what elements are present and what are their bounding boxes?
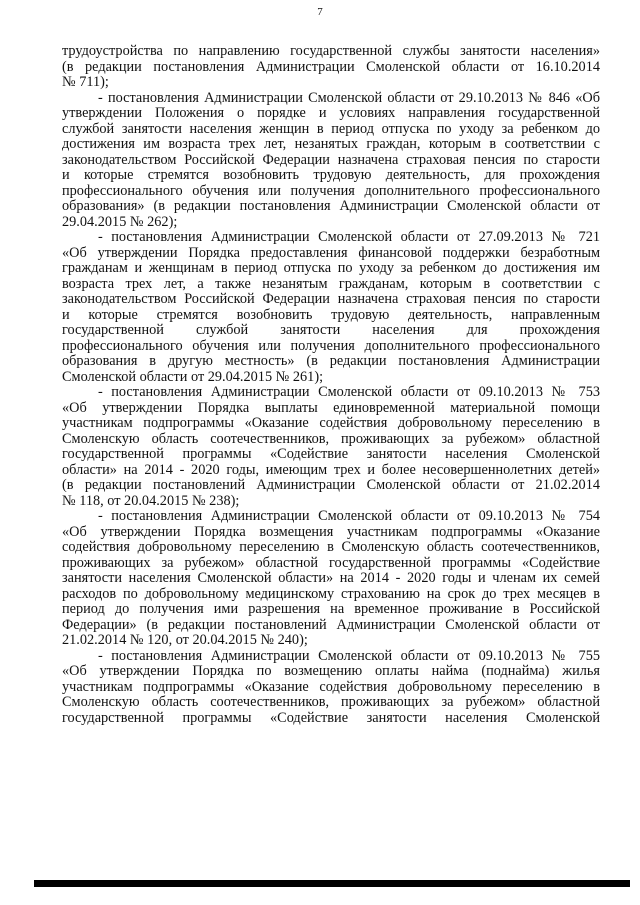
document-line: государственной программы «Содействие занятости населения Смоленской [62,447,600,462]
document-line: образования в другую местность» (в редакции постановления Администрации [62,354,600,369]
document-line: профессионального обучения или получения дополнительного профессионального [62,338,600,354]
document-line: возраста трех лет, а также незанятым гражданам, которым в соответствии с [62,276,600,292]
page-number: 7 [317,6,323,18]
scan-border-bar [34,880,630,887]
document-line: № 118, от 20.04.2015 № 238); [62,493,240,509]
document-line: - постановления Администрации Смоленской области от 27.09.2013 № 721 [98,230,600,245]
document-line: (в редакции постановления Администрации Смоленской области от 16.10.2014 [62,59,600,75]
document-line: участникам подпрограммы «Оказание содействия добровольному переселению в [62,679,600,695]
document-line: № 711); [62,75,109,90]
document-line: расходов по добровольному медицинскому страхованию на срок до трех месяцев в [62,586,600,602]
document-line: - постановления Администрации Смоленской области от 29.10.2013 № 846 «Об [98,90,600,106]
document-line: проживающих за рубежом» областной государственной программы «Содействие [62,555,600,571]
document-line: период до получения ими разрешения на временное проживание в Российской [62,602,600,617]
document-line: содействия добровольному переселению в Смоленскую область соотечественников, [62,540,600,555]
document-line: законодательством Российской Федерации назначена страховая пенсия по старости [62,292,600,307]
document-line: - постановления Администрации Смоленской области от 09.10.2013 № 754 [98,509,600,524]
document-line: законодательством Российской Федерации назначена страховая пенсия по старости [62,152,600,168]
document-line: и которые стремятся возобновить трудовую деятельность, направленным [62,307,600,323]
document-line: службой занятости населения женщин в период отпуска по уходу за ребенком до [62,121,600,137]
document-line: 29.04.2015 № 262); [62,214,178,230]
document-line: утверждении Положения о порядке и условиях направления государственной [62,106,600,121]
document-line: образования» (в редакции постановления Администрации Смоленской области от [62,199,600,214]
document-line: Федерации» (в редакции постановлений Администрации Смоленской области от [62,617,600,633]
document-body [62,44,600,726]
document-line: трудоустройства по направлению государственной службы занятости населения» [62,44,600,59]
document-line: гражданам и женщинам в период отпуска по уходу за ребенком до достижения им [62,261,600,276]
document-line: «Об утверждении Порядка по возмещению оплаты найма (поднайма) жилья [62,664,600,679]
document-line: Смоленскую область соотечественников, проживающих за рубежом» областной [62,695,600,710]
document-line: профессионального обучения или получения дополнительного профессионального [62,183,600,199]
document-line: участникам подпрограммы «Оказание содействия добровольному переселению в [62,416,600,431]
document-line: «Об утверждении Порядка предоставления финансовой поддержки безработным [62,245,600,261]
document-line: государственной службой занятости населения для прохождения [62,323,600,338]
document-line: и которые стремятся возобновить трудовую деятельность, для прохождения [62,168,600,183]
document-line: государственной программы «Содействие занятости населения Смоленской [62,710,600,726]
document-line: - постановления Администрации Смоленской области от 09.10.2013 № 753 [98,385,600,400]
document-line: Смоленскую область соотечественников, проживающих за рубежом» областной [62,431,600,447]
document-line: - постановления Администрации Смоленской области от 09.10.2013 № 755 [98,648,600,664]
document-line: 21.02.2014 № 120, от 20.04.2015 № 240); [62,633,308,648]
document-line: «Об утверждении Порядка выплаты единовременной материальной помощи [62,400,600,416]
document-line: достижения им возраста трех лет, незанятых граждан, которым в соответствии с [62,137,600,152]
document-line: (в редакции постановлений Администрации Смоленской области от 21.02.2014 [62,478,600,493]
document-line: области» на 2014 - 2020 годы, имеющим трех и более несовершеннолетних детей» [62,462,600,478]
document-line: Смоленской области от 29.04.2015 № 261); [62,369,324,385]
document-line: занятости населения Смоленской области» на 2014 - 2020 годы и членам их семей [62,571,600,586]
document-line: «Об утверждении Порядка возмещения участникам подпрограммы «Оказание [62,524,600,540]
